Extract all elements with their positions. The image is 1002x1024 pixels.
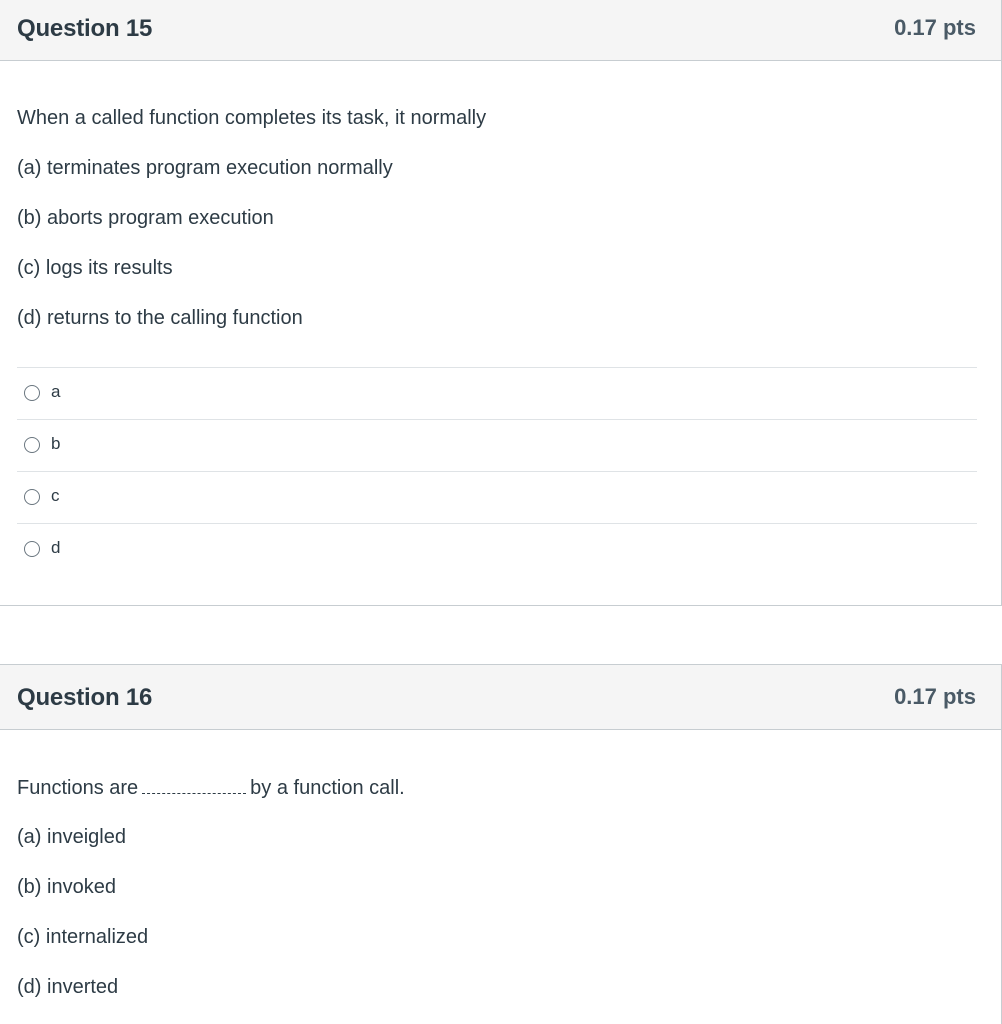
prompt-after-blank: by a function call. bbox=[250, 777, 405, 799]
radio-button-icon[interactable] bbox=[24, 541, 40, 557]
question-prompt bbox=[17, 776, 405, 800]
radio-button-icon[interactable] bbox=[24, 489, 40, 505]
question-header bbox=[0, 665, 1001, 730]
question-16 bbox=[0, 664, 1002, 1024]
answer-label[interactable]: c bbox=[51, 486, 60, 505]
question-points: 0.17 pts bbox=[894, 684, 976, 709]
fill-in-blank bbox=[142, 779, 246, 794]
answer-option-b[interactable] bbox=[17, 420, 977, 472]
answer-label[interactable]: b bbox=[51, 434, 61, 453]
answer-label[interactable]: a bbox=[51, 382, 61, 401]
prompt-before-blank: Functions are bbox=[17, 777, 139, 799]
option-text-b: (b) invoked bbox=[17, 876, 116, 898]
option-text-b: (b) aborts program execution bbox=[17, 207, 274, 229]
answer-label[interactable]: d bbox=[51, 538, 61, 557]
answer-option-a[interactable] bbox=[17, 368, 977, 420]
answer-option-d[interactable] bbox=[17, 524, 977, 576]
option-text-c: (c) internalized bbox=[17, 926, 149, 948]
radio-button-icon[interactable] bbox=[24, 437, 40, 453]
option-text-d: (d) returns to the calling function bbox=[17, 307, 303, 329]
answer-option-c[interactable] bbox=[17, 472, 977, 524]
question-points: 0.17 pts bbox=[894, 15, 976, 40]
answer-list bbox=[17, 367, 977, 576]
option-text-a: (a) terminates program execution normally bbox=[17, 157, 393, 179]
radio-button-icon[interactable] bbox=[24, 385, 40, 401]
option-text-a: (a) inveigled bbox=[17, 826, 126, 848]
question-prompt: When a called function completes its task, it normally bbox=[17, 107, 487, 129]
question-header bbox=[0, 0, 1001, 61]
option-text-d: (d) inverted bbox=[17, 976, 119, 998]
question-title: Question 15 bbox=[17, 15, 153, 42]
question-title: Question 16 bbox=[17, 684, 153, 711]
option-text-c: (c) logs its results bbox=[17, 257, 173, 279]
